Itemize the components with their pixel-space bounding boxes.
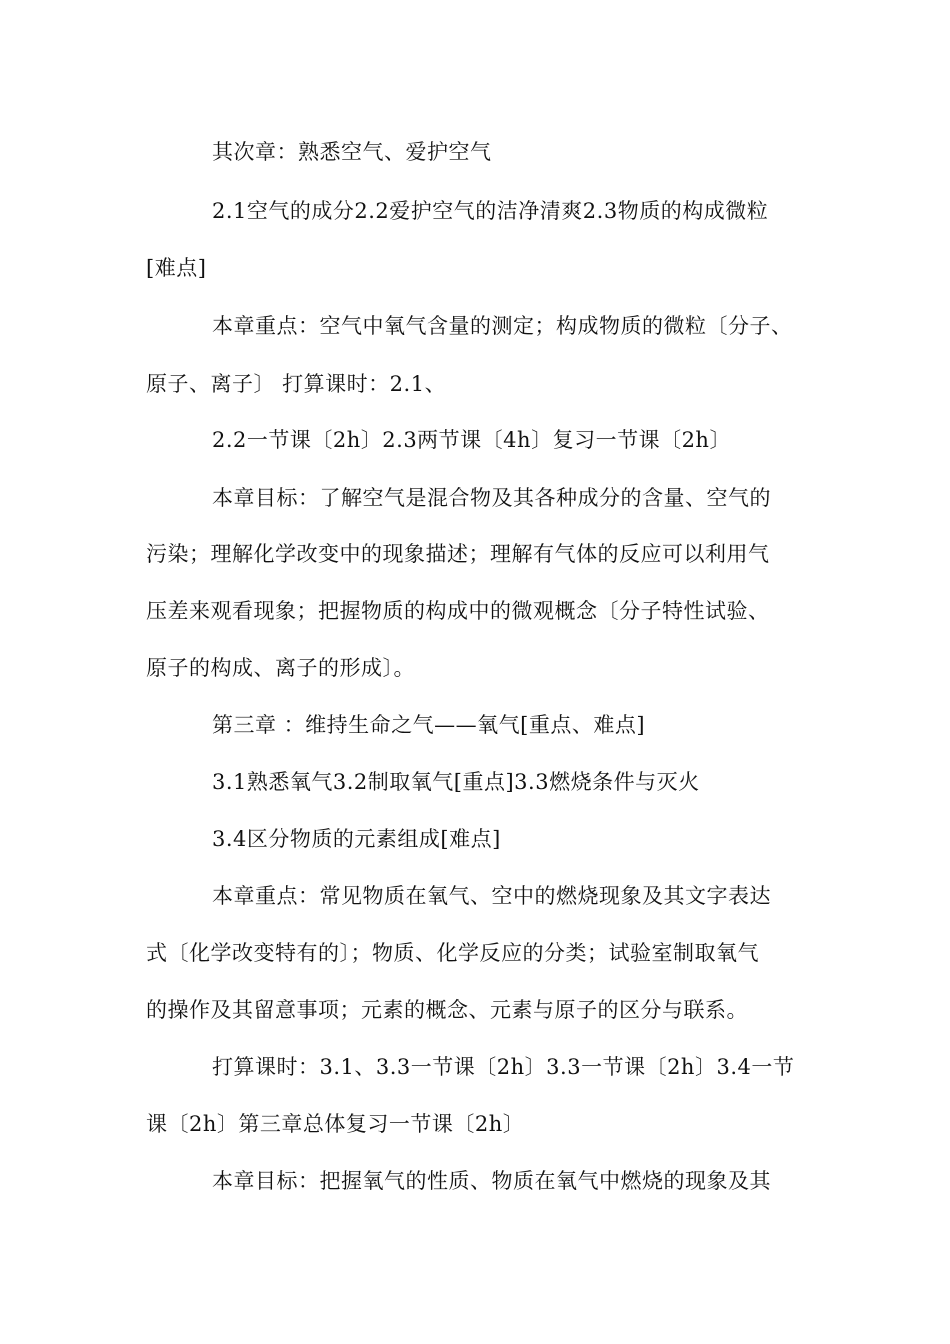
chapter-3-schedule-cont: 课〔2h〕第三章总体复习一节课〔2h〕 <box>146 1112 525 1136</box>
chapter-2-goals-cont-1: 污染；理解化学改变中的现象描述；理解有气体的反应可以利用气 <box>146 542 770 566</box>
chapter-2-sections-cont: [难点] <box>146 256 207 280</box>
chapter-3-key-points-cont-1: 式〔化学改变特有的〕；物质、化学反应的分类；试验室制取氧气 <box>146 941 759 965</box>
chapter-3-schedule: 打算课时：3.1、3.3一节课〔2h〕3.3一节课〔2h〕3.4一节 <box>212 1055 795 1079</box>
chapter-2-goals: 本章目标：了解空气是混合物及其各种成分的含量、空气的 <box>212 486 771 510</box>
chapter-2-heading: 其次章：熟悉空气、爱护空气 <box>212 140 492 164</box>
chapter-2-key-points: 本章重点：空气中氧气含量的测定；构成物质的微粒〔分子、 <box>212 314 793 338</box>
chapter-3-sections-cont: 3.4区分物质的元素组成[难点] <box>212 827 501 851</box>
chapter-2-goals-cont-2: 压差来观看现象；把握物质的构成中的微观概念〔分子特性试验、 <box>146 599 770 623</box>
chapter-2-sections: 2.1空气的成分2.2爱护空气的洁净清爽2.3物质的构成微粒 <box>212 199 769 223</box>
chapter-2-goals-cont-3: 原子的构成、离子的形成〕。 <box>146 656 415 680</box>
chapter-3-goals: 本章目标：把握氧气的性质、物质在氧气中燃烧的现象及其 <box>212 1169 771 1193</box>
chapter-3-key-points: 本章重点：常见物质在氧气、空中的燃烧现象及其文字表达 <box>212 884 771 908</box>
chapter-3-heading: 第三章 ：维持生命之气——氧气[重点、难点] <box>212 713 646 737</box>
chapter-2-schedule: 2.2一节课〔2h〕2.3两节课〔4h〕复习一节课〔2h〕 <box>212 428 731 452</box>
chapter-3-sections: 3.1熟悉氧气3.2制取氧气[重点]3.3燃烧条件与灭火 <box>212 770 700 794</box>
chapter-3-key-points-cont-2: 的操作及其留意事项；元素的概念、元素与原子的区分与联系。 <box>146 998 748 1022</box>
chapter-2-key-points-cont: 原子、离子〕 打算课时：2.1、 <box>146 372 447 396</box>
